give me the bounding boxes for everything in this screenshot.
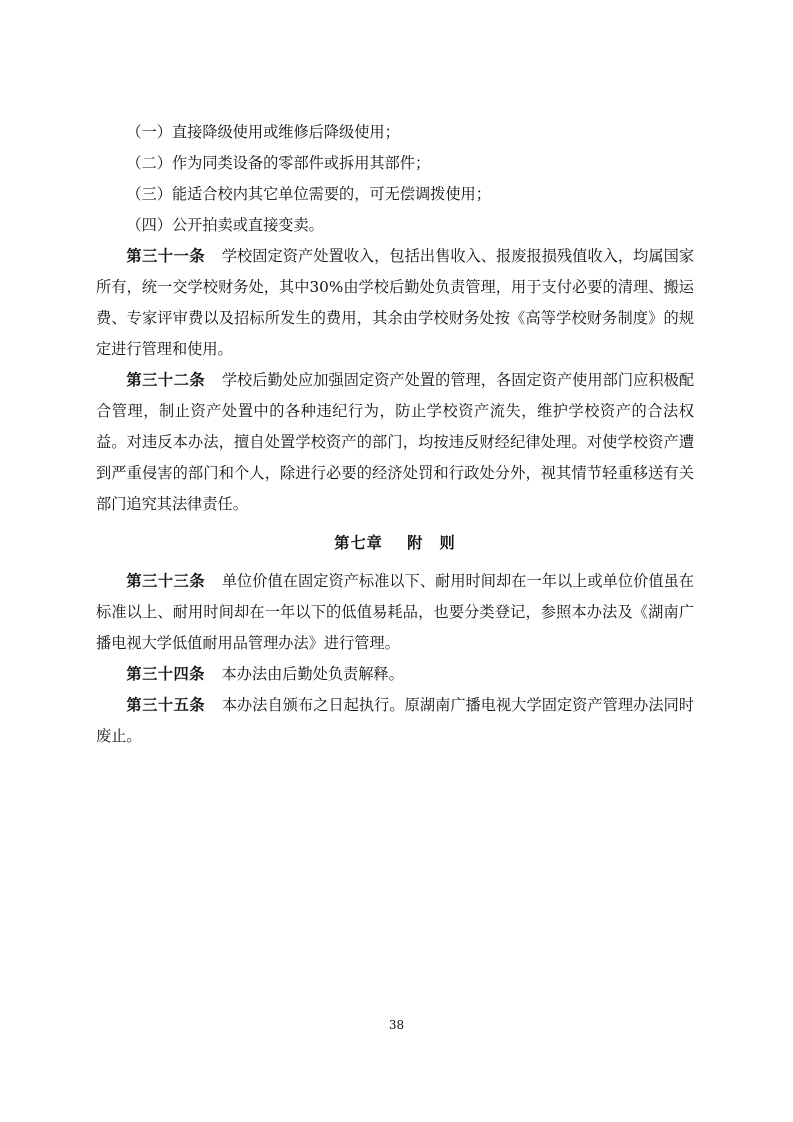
- article-34: [96, 659, 694, 690]
- list-item: （二）作为同类设备的零部件或拆用其部件；: [126, 154, 431, 172]
- article-title: 第三十四条: [126, 665, 205, 683]
- list-item: （三）能适合校内其它单位需要的，可无偿调拨使用；: [126, 185, 491, 203]
- article-title: 第三十三条: [126, 572, 206, 590]
- article-32: [96, 365, 694, 520]
- list-item: （四）公开拍卖或直接变卖。: [126, 216, 324, 234]
- article-text: 单位价值在固定资产标准以下、耐用时间却在一年以上或单位价值虽在标准以上、耐用时间却在一年以下的低值易耗品，也要分类登记，参照本办法及《湖南广播电视大学低值耐用品管理办法》进行管理。: [96, 572, 695, 652]
- article-text: 学校后勤处应加强固定资产处置的管理，各固定资产使用部门应积极配合管理，制止资产处置中的各种违纪行为，防止学校资产流失，维护学校资产的合法权益。对违反本办法，擅自处置学校资产的部门，均按违反财经纪律处理。对使学校资产遭到严重侵害的部门和个人，除进行必要的经济处罚和行政处分外，视其情节轻重移送有关部门追究其法律责任。: [96, 371, 695, 513]
- article-35: [96, 690, 694, 752]
- page-number: 38: [388, 1018, 405, 1032]
- page-body: [96, 117, 694, 752]
- article-text: 本办法由后勤处负责解释。: [221, 665, 404, 683]
- chapter-name: 附 则: [407, 534, 456, 552]
- article-text: 学校固定资产处置收入，包括出售收入、报废报损残值收入，均属国家所有，统一交学校财务处，其中30%由学校后勤处负责管理，用于支付必要的清理、搬运费、专家评审费以及招标所发生的费用，其余由学校财务处按《高等学校财务制度》的规定进行管理和使用。: [96, 247, 695, 358]
- article-31: [96, 241, 694, 365]
- chapter-heading: [96, 520, 694, 566]
- list-item: （一）直接降级使用或维修后降级使用；: [126, 123, 400, 141]
- article-33: [96, 566, 694, 659]
- article-title: 第三十五条: [126, 696, 206, 714]
- chapter-number: 第七章: [334, 534, 383, 552]
- article-title: 第三十一条: [126, 247, 206, 265]
- article-text: 本办法自颁布之日起执行。原湖南广播电视大学固定资产管理办法同时废止。: [96, 696, 695, 745]
- article-title: 第三十二条: [126, 371, 206, 389]
